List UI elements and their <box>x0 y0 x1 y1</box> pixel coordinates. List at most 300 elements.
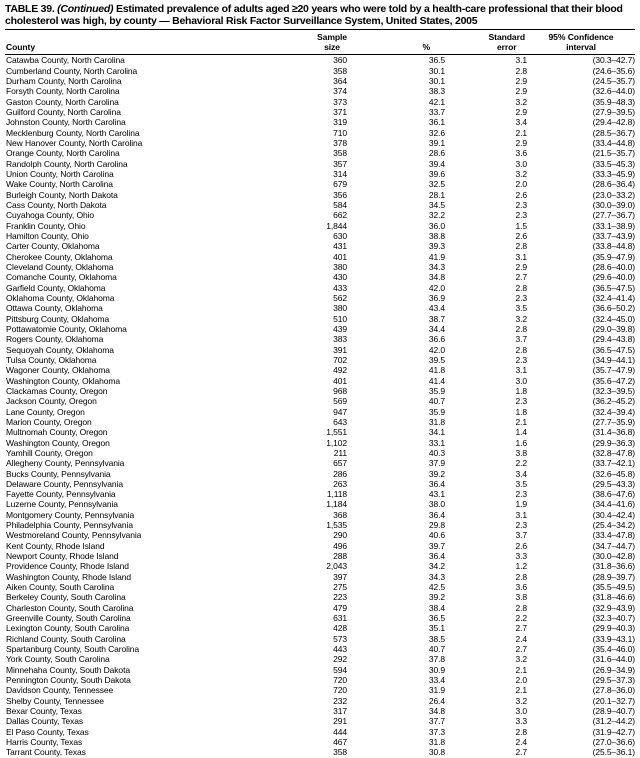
county-cell: York County, South Carolina <box>6 654 110 665</box>
standard-error-cell: 2.1 <box>515 685 527 696</box>
percent-cell: 34.8 <box>428 706 445 717</box>
county-cell: Forsyth County, North Carolina <box>6 86 120 97</box>
sample-size-cell: 383 <box>333 334 347 345</box>
percent-cell: 33.7 <box>428 107 445 118</box>
sample-size-cell: 319 <box>333 117 347 128</box>
confidence-interval-cell: (29.5–37.3) <box>592 675 635 686</box>
table-row <box>5 665 635 675</box>
county-cell: Jackson County, Oregon <box>6 396 97 407</box>
percent-cell: 28.6 <box>428 148 445 159</box>
sample-size-cell: 286 <box>333 468 347 479</box>
confidence-interval-cell: (23.0–33.2) <box>592 189 635 200</box>
standard-error-cell: 2.3 <box>515 199 527 210</box>
standard-error-cell: 2.3 <box>515 210 527 221</box>
county-cell: Multnomah County, Oregon <box>6 427 108 438</box>
standard-error-cell: 3.1 <box>515 509 527 520</box>
sample-size-cell: 401 <box>333 251 347 262</box>
standard-error-header-stack <box>489 33 525 52</box>
percent-cell: 36.6 <box>428 334 445 345</box>
table-number: TABLE 39. <box>5 3 55 15</box>
county-cell: Union County, North Carolina <box>6 168 114 179</box>
sample-size-cell: 1,535 <box>326 520 347 531</box>
sample-size-cell: 291 <box>333 716 347 727</box>
sample-size-cell: 631 <box>333 613 347 624</box>
table-row <box>5 128 635 138</box>
confidence-interval-cell: (31.4–36.8) <box>592 427 635 438</box>
county-cell: Johnston County, North Carolina <box>6 117 126 128</box>
percent-cell: 36.4 <box>428 509 445 520</box>
column-header-percent: % <box>422 41 430 52</box>
standard-error-cell: 1.8 <box>515 406 527 417</box>
county-cell: Bucks County, Pennsylvania <box>6 468 111 479</box>
percent-cell: 40.7 <box>428 644 445 655</box>
percent-cell: 38.7 <box>428 313 445 324</box>
standard-error-cell: 2.9 <box>515 261 527 272</box>
county-cell: Randolph County, North Carolina <box>6 158 128 169</box>
county-cell: Philadelphia County, Pennsylvania <box>6 520 133 531</box>
table-row <box>5 541 635 551</box>
county-cell: Pittsburg County, Oklahoma <box>6 313 110 324</box>
table-row <box>5 407 635 417</box>
percent-cell: 38.3 <box>428 86 445 97</box>
table-row <box>5 252 635 262</box>
confidence-interval-cell: (31.2–44.2) <box>592 716 635 727</box>
sample-size-cell: 314 <box>333 168 347 179</box>
standard-error-cell: 1.8 <box>515 385 527 396</box>
confidence-interval-cell: (29.6–40.0) <box>592 272 635 283</box>
confidence-interval-header-stack <box>549 33 614 52</box>
standard-error-cell: 2.7 <box>515 623 527 634</box>
table-row <box>5 448 635 458</box>
sample-size-cell: 1,551 <box>326 427 347 438</box>
county-cell: Carter County, Oklahoma <box>6 241 100 252</box>
column-header-sample-size <box>255 30 347 55</box>
standard-error-cell: 3.3 <box>515 716 527 727</box>
percent-cell: 37.3 <box>428 726 445 737</box>
table-row <box>5 117 635 127</box>
sample-size-header-line1: Sample <box>317 32 347 43</box>
percent-cell: 39.2 <box>428 468 445 479</box>
sample-size-cell: 401 <box>333 375 347 386</box>
table-row <box>5 623 635 633</box>
county-cell: Wagoner County, Oklahoma <box>6 365 110 376</box>
percent-cell: 39.6 <box>428 168 445 179</box>
percent-cell: 38.4 <box>428 602 445 613</box>
sample-size-cell: 1,844 <box>326 220 347 231</box>
county-cell: Durham County, North Carolina <box>6 76 122 87</box>
standard-error-cell: 2.4 <box>515 633 527 644</box>
percent-cell: 35.9 <box>428 406 445 417</box>
table-row <box>5 76 635 86</box>
standard-error-cell: 2.3 <box>515 489 527 500</box>
confidence-interval-cell: (36.6–50.2) <box>592 303 635 314</box>
sample-size-cell: 702 <box>333 354 347 365</box>
confidence-interval-cell: (31.6–44.0) <box>592 654 635 665</box>
table-row <box>5 303 635 313</box>
percent-cell: 34.2 <box>428 561 445 572</box>
percent-cell: 36.0 <box>428 220 445 231</box>
percent-cell: 40.7 <box>428 396 445 407</box>
standard-error-cell: 2.8 <box>515 726 527 737</box>
percent-cell: 30.1 <box>428 76 445 87</box>
sample-size-cell: 710 <box>333 127 347 138</box>
confidence-interval-cell: (31.8–46.6) <box>592 592 635 603</box>
confidence-interval-cell: (31.8–36.6) <box>592 561 635 572</box>
county-cell: Richland County, South Carolina <box>6 633 126 644</box>
county-cell: Berkeley County, South Carolina <box>6 592 126 603</box>
standard-error-cell: 2.8 <box>515 344 527 355</box>
confidence-interval-cell: (27.7–36.7) <box>592 210 635 221</box>
standard-error-cell: 3.3 <box>515 551 527 562</box>
sample-size-cell: 288 <box>333 551 347 562</box>
table-row <box>5 148 635 158</box>
percent-cell: 34.8 <box>428 272 445 283</box>
confidence-interval-cell: (36.5–47.5) <box>592 282 635 293</box>
table-row <box>5 86 635 96</box>
standard-error-cell: 1.6 <box>515 437 527 448</box>
table-row <box>5 138 635 148</box>
percent-cell: 30.1 <box>428 65 445 76</box>
sample-size-cell: 496 <box>333 540 347 551</box>
sample-size-cell: 373 <box>333 96 347 107</box>
county-cell: Kent County, Rhode Island <box>6 540 105 551</box>
confidence-interval-cell: (32.3–39.5) <box>592 385 635 396</box>
column-header-standard-error <box>445 30 527 55</box>
percent-cell: 40.3 <box>428 447 445 458</box>
standard-error-cell: 3.6 <box>515 148 527 159</box>
confidence-interval-cell: (27.9–39.5) <box>592 107 635 118</box>
confidence-interval-cell: (33.5–45.3) <box>592 158 635 169</box>
percent-cell: 37.8 <box>428 654 445 665</box>
county-cell: Cass County, North Dakota <box>6 199 107 210</box>
sample-size-cell: 720 <box>333 685 347 696</box>
table-row <box>5 231 635 241</box>
percent-cell: 32.5 <box>428 179 445 190</box>
sample-size-cell: 720 <box>333 675 347 686</box>
sample-size-cell: 223 <box>333 592 347 603</box>
standard-error-cell: 1.9 <box>515 499 527 510</box>
county-cell: Cuyahoga County, Ohio <box>6 210 94 221</box>
standard-error-cell: 1.5 <box>515 220 527 231</box>
table-row <box>5 469 635 479</box>
confidence-interval-cell: (33.7–43.9) <box>592 230 635 241</box>
confidence-interval-cell: (33.4–44.8) <box>592 138 635 148</box>
table-row <box>5 376 635 386</box>
standard-error-header-line2: error <box>496 41 517 52</box>
standard-error-cell: 2.8 <box>515 241 527 252</box>
standard-error-cell: 3.0 <box>515 158 527 169</box>
county-cell: Lexington County, South Carolina <box>6 623 130 634</box>
table-row <box>5 324 635 334</box>
standard-error-cell: 3.1 <box>515 55 527 66</box>
percent-cell: 43.1 <box>428 489 445 500</box>
county-cell: Oklahoma County, Oklahoma <box>6 292 115 303</box>
county-cell: Cleveland County, Oklahoma <box>6 261 114 272</box>
county-cell: Greenville County, South Carolina <box>6 613 131 624</box>
percent-cell: 41.8 <box>428 365 445 376</box>
percent-cell: 28.1 <box>428 189 445 200</box>
sample-size-cell: 968 <box>333 385 347 396</box>
table-row <box>5 644 635 654</box>
confidence-interval-cell: (24.5–35.7) <box>592 76 635 87</box>
table-row <box>5 283 635 293</box>
standard-error-cell: 2.3 <box>515 292 527 303</box>
table-row <box>5 603 635 613</box>
standard-error-cell: 2.8 <box>515 282 527 293</box>
sample-size-cell: 947 <box>333 406 347 417</box>
sample-size-header-stack <box>317 33 347 52</box>
table-row <box>5 499 635 509</box>
table-row <box>5 345 635 355</box>
standard-error-cell: 3.1 <box>515 251 527 262</box>
county-cell: Washington County, Oregon <box>6 437 110 448</box>
standard-error-cell: 3.8 <box>515 447 527 458</box>
confidence-interval-cell: (32.6–45.8) <box>592 468 635 479</box>
county-cell: Dallas County, Texas <box>6 716 84 727</box>
sample-size-cell: 584 <box>333 199 347 210</box>
percent-cell: 33.4 <box>428 675 445 686</box>
percent-cell: 39.1 <box>428 138 445 148</box>
sample-size-cell: 368 <box>333 509 347 520</box>
confidence-interval-cell: (33.7–42.1) <box>592 458 635 469</box>
county-cell: Shelby County, Tennessee <box>6 695 104 706</box>
sample-size-cell: 643 <box>333 416 347 427</box>
table-row <box>5 355 635 365</box>
standard-error-cell: 3.8 <box>515 592 527 603</box>
confidence-interval-header-line2: interval <box>566 41 596 52</box>
table-row <box>5 272 635 282</box>
standard-error-cell: 3.1 <box>515 365 527 376</box>
confidence-interval-cell: (27.8–36.0) <box>592 685 635 696</box>
sample-size-cell: 356 <box>333 189 347 200</box>
percent-cell: 39.7 <box>428 540 445 551</box>
sample-size-cell: 431 <box>333 241 347 252</box>
county-cell: Hamilton County, Ohio <box>6 230 89 241</box>
table-row <box>5 241 635 251</box>
county-cell: Aiken County, South Carolina <box>6 582 115 593</box>
standard-error-cell: 3.5 <box>515 478 527 489</box>
county-cell: New Hanover County, North Carolina <box>6 138 143 148</box>
sample-size-cell: 275 <box>333 582 347 593</box>
confidence-interval-cell: (35.5–49.5) <box>592 582 635 593</box>
percent-cell: 29.8 <box>428 520 445 531</box>
table-row <box>5 221 635 231</box>
standard-error-cell: 1.2 <box>515 561 527 572</box>
sample-size-cell: 433 <box>333 282 347 293</box>
table-row <box>5 200 635 210</box>
table-row <box>5 107 635 117</box>
sample-size-cell: 317 <box>333 706 347 717</box>
county-cell: Sequoyah County, Oklahoma <box>6 344 114 355</box>
table-row <box>5 334 635 344</box>
confidence-interval-cell: (32.4–45.0) <box>592 313 635 324</box>
standard-error-cell: 2.2 <box>515 458 527 469</box>
sample-size-cell: 358 <box>333 747 347 758</box>
standard-error-cell: 2.1 <box>515 416 527 427</box>
county-cell: Allegheny County, Pennsylvania <box>6 458 125 469</box>
county-cell: Washington County, Rhode Island <box>6 571 131 582</box>
standard-error-cell: 2.9 <box>515 86 527 97</box>
percent-cell: 35.9 <box>428 385 445 396</box>
standard-error-cell: 2.0 <box>515 179 527 190</box>
confidence-interval-cell: (30.0–39.0) <box>592 199 635 210</box>
confidence-interval-cell: (28.6–36.4) <box>592 179 635 190</box>
standard-error-cell: 3.2 <box>515 96 527 107</box>
table-row <box>5 479 635 489</box>
standard-error-cell: 2.8 <box>515 323 527 334</box>
confidence-interval-cell: (35.9–48.3) <box>592 96 635 107</box>
sample-size-cell: 443 <box>333 644 347 655</box>
sample-size-cell: 211 <box>333 447 347 458</box>
county-cell: Washington County, Oklahoma <box>6 375 120 386</box>
county-cell: Yamhill County, Oregon <box>6 447 93 458</box>
percent-cell: 34.5 <box>428 199 445 210</box>
table-row <box>5 634 635 644</box>
standard-error-cell: 2.2 <box>515 613 527 624</box>
county-cell: Providence County, Rhode Island <box>6 561 129 572</box>
percent-cell: 39.3 <box>428 241 445 252</box>
percent-cell: 42.0 <box>428 282 445 293</box>
confidence-interval-cell: (34.9–44.1) <box>592 354 635 365</box>
confidence-interval-cell: (32.8–47.8) <box>592 447 635 458</box>
confidence-interval-cell: (21.5–35.7) <box>592 148 635 159</box>
standard-error-cell: 3.4 <box>515 468 527 479</box>
confidence-interval-cell: (34.7–44.7) <box>592 540 635 551</box>
sample-size-cell: 263 <box>333 478 347 489</box>
table-row <box>5 572 635 582</box>
percent-cell: 40.6 <box>428 530 445 541</box>
confidence-interval-cell: (35.6–47.2) <box>592 375 635 386</box>
standard-error-cell: 3.7 <box>515 530 527 541</box>
county-cell: Delaware County, Pennsylvania <box>6 478 123 489</box>
percent-cell: 38.0 <box>428 499 445 510</box>
confidence-interval-cell: (24.6–35.6) <box>592 65 635 76</box>
sample-size-cell: 391 <box>333 344 347 355</box>
confidence-interval-cell: (34.4–41.6) <box>592 499 635 510</box>
table-row <box>5 386 635 396</box>
percent-cell: 36.5 <box>428 613 445 624</box>
county-cell: Mecklenburg County, North Carolina <box>6 127 140 138</box>
county-cell: Guilford County, North Carolina <box>6 107 121 118</box>
column-header-county: County <box>6 41 35 52</box>
standard-error-header-line1: Standard <box>488 32 525 43</box>
standard-error-cell: 2.3 <box>515 354 527 365</box>
county-cell: Clackamas County, Oregon <box>6 385 108 396</box>
standard-error-cell: 2.3 <box>515 396 527 407</box>
standard-error-cell: 2.9 <box>515 107 527 118</box>
county-cell: Garfield County, Oklahoma <box>6 282 106 293</box>
sample-size-cell: 657 <box>333 458 347 469</box>
sample-size-cell: 630 <box>333 230 347 241</box>
table-row <box>5 66 635 76</box>
percent-cell: 36.9 <box>428 292 445 303</box>
sample-size-cell: 444 <box>333 726 347 737</box>
confidence-interval-cell: (27.7–35.9) <box>592 416 635 427</box>
sample-size-cell: 1,118 <box>326 489 347 500</box>
table-row <box>5 396 635 406</box>
percent-cell: 36.5 <box>428 55 445 66</box>
sample-size-cell: 479 <box>333 602 347 613</box>
confidence-interval-cell: (32.6–44.0) <box>592 86 635 97</box>
confidence-interval-cell: (32.9–43.9) <box>592 602 635 613</box>
standard-error-cell: 2.6 <box>515 230 527 241</box>
sample-size-cell: 1,184 <box>326 499 347 510</box>
table-row <box>5 582 635 592</box>
sample-size-cell: 380 <box>333 303 347 314</box>
confidence-interval-cell: (36.5–47.5) <box>592 344 635 355</box>
standard-error-cell: 3.2 <box>515 695 527 706</box>
table-row <box>5 520 635 530</box>
standard-error-cell: 2.7 <box>515 644 527 655</box>
sample-size-cell: 2,043 <box>326 561 347 572</box>
county-cell: Tulsa County, Oklahoma <box>6 354 97 365</box>
standard-error-cell: 3.4 <box>515 117 527 128</box>
standard-error-cell: 3.2 <box>515 313 527 324</box>
confidence-interval-cell: (31.9–42.7) <box>592 726 635 737</box>
percent-cell: 36.1 <box>428 117 445 128</box>
percent-cell: 31.8 <box>428 737 445 748</box>
sample-size-cell: 562 <box>333 292 347 303</box>
sample-size-cell: 439 <box>333 323 347 334</box>
percent-cell: 37.7 <box>428 716 445 727</box>
confidence-interval-cell: (35.7–47.9) <box>592 365 635 376</box>
confidence-interval-cell: (35.4–46.0) <box>592 644 635 655</box>
county-cell: Rogers County, Oklahoma <box>6 334 104 345</box>
county-cell: Franklin County, Ohio <box>6 220 86 231</box>
confidence-interval-header-line1: 95% Confidence <box>548 32 614 43</box>
sample-size-cell: 358 <box>333 65 347 76</box>
confidence-interval-cell: (27.0–36.6) <box>592 737 635 748</box>
percent-cell: 34.1 <box>428 427 445 438</box>
county-cell: Marion County, Oregon <box>6 416 92 427</box>
sample-size-cell: 569 <box>333 396 347 407</box>
standard-error-cell: 2.6 <box>515 540 527 551</box>
table-row <box>5 190 635 200</box>
confidence-interval-cell: (32.3–40.7) <box>592 613 635 624</box>
county-cell: Spartanburg County, South Carolina <box>6 644 139 655</box>
percent-cell: 37.9 <box>428 458 445 469</box>
county-cell: Davidson County, Tennessee <box>6 685 114 696</box>
confidence-interval-cell: (30.4–42.4) <box>592 509 635 520</box>
sample-size-cell: 662 <box>333 210 347 221</box>
county-cell: El Paso County, Texas <box>6 726 89 737</box>
percent-cell: 43.4 <box>428 303 445 314</box>
county-cell: Charleston County, South Carolina <box>6 602 134 613</box>
percent-cell: 34.3 <box>428 571 445 582</box>
table-row <box>5 737 635 747</box>
county-cell: Harris County, Texas <box>6 737 83 748</box>
table-row <box>5 675 635 685</box>
standard-error-cell: 2.7 <box>515 272 527 283</box>
table-continued-flag: (Continued) <box>57 3 114 15</box>
sample-size-cell: 430 <box>333 272 347 283</box>
table-row <box>5 417 635 427</box>
sample-size-cell: 510 <box>333 313 347 324</box>
standard-error-cell: 3.2 <box>515 654 527 665</box>
confidence-interval-cell: (25.4–34.2) <box>592 520 635 531</box>
table-row <box>5 210 635 220</box>
sample-size-header-line2: size <box>324 41 340 52</box>
percent-cell: 42.1 <box>428 96 445 107</box>
sample-size-cell: 357 <box>333 158 347 169</box>
percent-cell: 30.8 <box>428 747 445 758</box>
county-cell: Gaston County, North Carolina <box>6 96 119 107</box>
percent-cell: 41.9 <box>428 251 445 262</box>
confidence-interval-cell: (32.4–39.4) <box>592 406 635 417</box>
standard-error-cell: 3.2 <box>515 168 527 179</box>
confidence-interval-cell: (28.5–36.7) <box>592 127 635 138</box>
sample-size-cell: 573 <box>333 633 347 644</box>
